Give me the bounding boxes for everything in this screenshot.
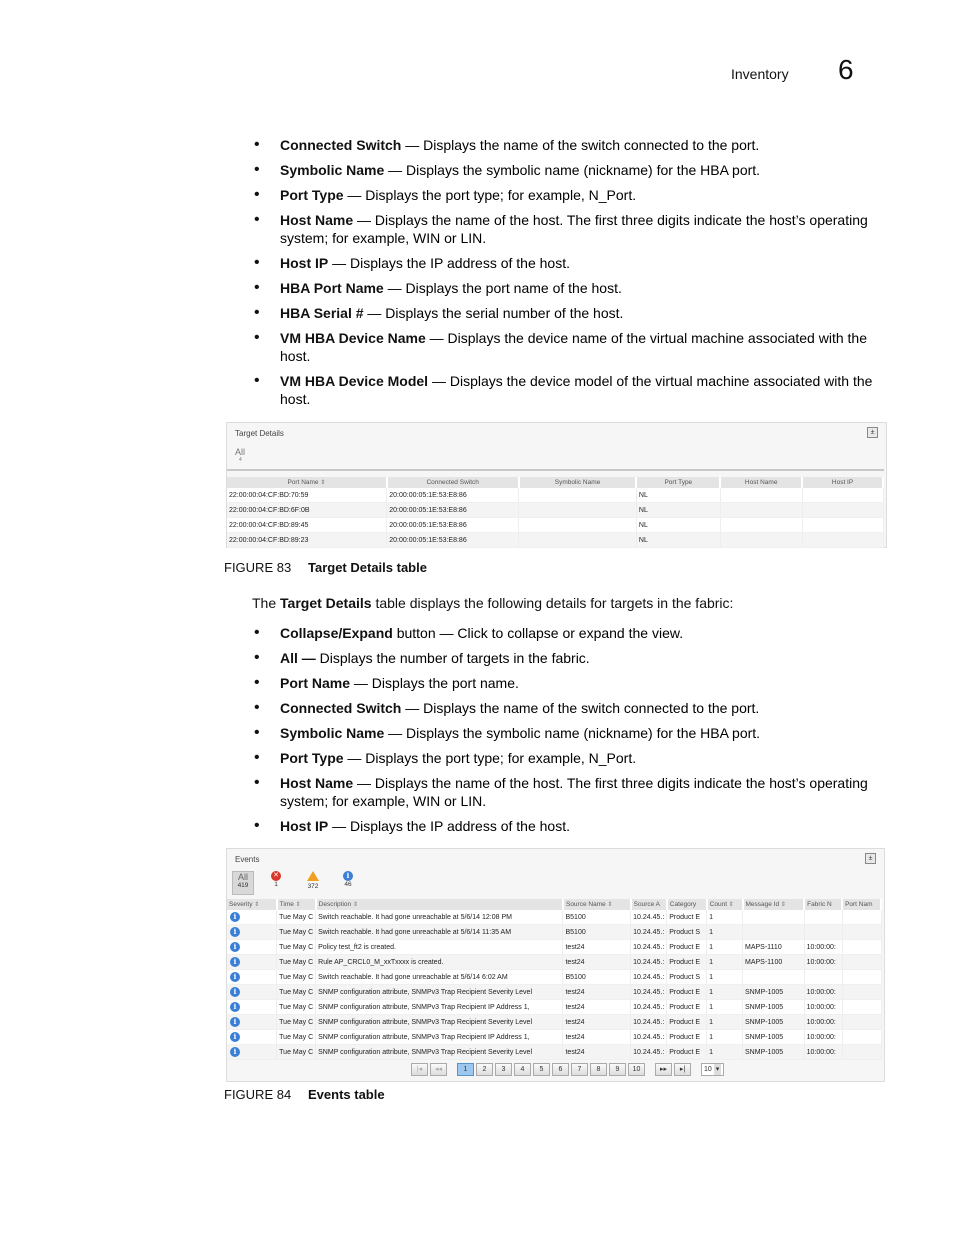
column-header[interactable] [842,899,881,910]
chapter-number: 6 [838,54,854,85]
table-cell [842,925,881,940]
figure-title: Events table [308,1087,385,1102]
page-button[interactable]: 1 [457,1063,474,1076]
column-header-label: Fabric N [807,901,832,908]
events-panel [226,848,885,1082]
table-cell: 10:00:00: [804,940,842,955]
table-cell: 10:00:00: [804,985,842,1000]
list-item-term: Connected Switch [280,137,402,153]
table-cell: Tue May C [277,985,316,1000]
table-cell [227,1045,277,1060]
table-cell: 1 [707,970,743,985]
table-cell: test24 [563,940,631,955]
table-cell: SNMP configuration attribute, SNMPv3 Trap Recipient Severity Level [316,985,563,1000]
table-cell [227,1015,277,1030]
column-header-label: Port Type [664,479,693,486]
table-cell: Product S [667,925,707,940]
list-item-term: VM HBA Device Name [280,330,426,346]
chevron-down-icon: ▾ [715,1066,720,1073]
table-cell: Switch reachable. It had gone unreachable at 5/6/14 12:08 PM [316,910,563,925]
column-header[interactable] [316,899,563,910]
column-header-label: Time [279,901,294,908]
info-icon: i [230,987,240,997]
table-cell: 10.24.45.: [631,970,667,985]
sort-icon[interactable]: ⇕ [318,480,326,486]
table-cell: SNMP-1005 [743,1000,805,1015]
table-cell: Product E [667,1015,707,1030]
column-header-label: Message Id [745,901,780,908]
table-cell: Policy test_ft2 is created. [316,940,563,955]
table-cell [804,910,842,925]
list-item-desc: — Displays the port type; for example, N_Port. [343,187,637,203]
table-cell: test24 [563,1015,631,1030]
table-cell [519,503,637,518]
column-header-label: Port Name [287,479,319,486]
table-cell [519,518,637,533]
list-item-term: Host IP [280,818,329,834]
list-item-desc: — Displays the name of the switch connected to the port. [401,137,760,153]
list-item-desc: Displays the number of targets in the fabric. [315,650,590,666]
figure-title: Target Details table [308,560,427,575]
sort-icon[interactable]: ⇕ [779,902,786,908]
column-header[interactable] [277,899,316,910]
table-cell: Tue May C [277,925,316,940]
page-button[interactable]: 3 [495,1063,512,1076]
table-cell: Tue May C [277,970,316,985]
table-cell: 10:00:00: [804,1045,842,1060]
table-cell [227,925,277,940]
page-button[interactable]: 6 [552,1063,569,1076]
table-cell: MAPS-1110 [743,940,805,955]
table-cell: 20:00:00:05:1E:53:E8:86 [387,518,519,533]
table-cell: NL [636,533,720,548]
table-cell: NL [636,503,720,518]
table-cell: SNMP-1005 [743,1045,805,1060]
table-cell [227,1030,277,1045]
info-icon: i [230,1002,240,1012]
column-header[interactable] [636,477,720,488]
column-header-label: Count [709,901,728,908]
list-item [254,724,894,742]
table-cell [802,518,883,533]
info-icon: i [230,927,240,937]
table-cell [802,503,883,518]
table-cell [227,910,277,925]
field-description-list-2 [254,624,894,842]
table-cell: SNMP configuration attribute, SNMPv3 Trap Recipient Severity Level [316,1045,563,1060]
list-item [254,674,894,692]
table-cell [227,940,277,955]
filter-warning[interactable] [305,871,321,890]
table-cell: Switch reachable. It had gone unreachable at 5/6/14 6:02 AM [316,970,563,985]
table-cell [842,1030,881,1045]
info-icon: i [230,912,240,922]
panel-title: Target Details [235,429,284,438]
table-cell: 10.24.45.: [631,910,667,925]
page-size-select[interactable] [701,1063,724,1076]
list-item-desc: — Displays the name of the host. The first three digits indicate the host’s operating system; for example, WIN or LIN. [280,775,868,809]
table-row[interactable] [227,1045,881,1060]
table-cell [842,910,881,925]
table-cell: Tue May C [277,1045,316,1060]
filter-error-count: 1 [274,881,278,888]
column-header[interactable] [720,477,802,488]
table-cell: 10:00:00: [804,1030,842,1045]
table-cell: 20:00:00:05:1E:53:E8:86 [387,488,519,503]
table-cell [227,985,277,1000]
list-item [254,254,894,272]
table-row[interactable] [227,503,883,518]
column-header-label: Severity [229,901,253,908]
list-item [254,161,894,179]
list-item [254,372,894,408]
table-row[interactable] [227,1015,881,1030]
list-item [254,624,894,642]
table-cell [720,503,802,518]
filter-info-count: 46 [344,881,352,888]
table-cell: Product S [667,970,707,985]
table-cell: SNMP-1005 [743,1015,805,1030]
table-row[interactable] [227,985,881,1000]
table-cell [227,955,277,970]
table-cell: B5100 [563,970,631,985]
column-header[interactable] [804,899,842,910]
table-cell: Product E [667,910,707,925]
table-cell: B5100 [563,925,631,940]
list-item [254,329,894,365]
table-cell [804,970,842,985]
next-page-button[interactable]: ▸▸ [655,1063,672,1076]
column-header[interactable] [387,477,519,488]
list-item [254,279,894,297]
table-cell [842,1015,881,1030]
list-item-desc: — Displays the name of the host. The first three digits indicate the host’s operating system; for example, WIN or LIN. [280,212,868,246]
column-header[interactable] [563,899,631,910]
all-filter[interactable] [235,447,245,463]
para-pre: The [252,595,281,611]
table-cell [842,1045,881,1060]
table-cell: Tue May C [277,1030,316,1045]
divider [227,469,884,471]
table-cell: test24 [563,1045,631,1060]
list-item [254,817,894,835]
table-cell: 20:00:00:05:1E:53:E8:86 [387,503,519,518]
table-cell: 10.24.45.: [631,955,667,970]
table-cell: 10.24.45.: [631,1045,667,1060]
prev-page-button[interactable]: ◂◂ [430,1063,447,1076]
table-cell: Product E [667,955,707,970]
info-icon: i [230,1032,240,1042]
table-cell: 10.24.45.: [631,1000,667,1015]
info-icon: i [230,972,240,982]
table-row[interactable] [227,955,881,970]
table-cell: NL [636,518,720,533]
running-header-section: Inventory [731,66,789,82]
all-label: All [235,447,246,457]
column-header[interactable] [743,899,805,910]
events-table [227,899,882,1060]
list-item-desc: — Displays the serial number of the host. [363,305,624,321]
list-item-term: Port Type [280,750,344,766]
table-cell: 1 [707,925,743,940]
warning-icon [307,871,319,881]
list-item [254,211,894,247]
table-cell: SNMP-1005 [743,985,805,1000]
table-cell: 20:00:00:05:1E:53:E8:86 [387,533,519,548]
pagination [411,1063,724,1076]
figure-label: FIGURE 83 [224,560,292,575]
figure-84-caption [224,1087,385,1102]
list-item-desc: — Displays the symbolic name (nickname) for the HBA port. [384,162,761,178]
table-row[interactable] [227,1030,881,1045]
table-row[interactable] [227,940,881,955]
table-cell: 10:00:00: [804,1000,842,1015]
table-cell [743,910,805,925]
target-details-table [227,477,884,548]
filter-all-label: All [237,872,248,882]
table-row[interactable] [227,533,883,548]
table-cell: Tue May C [277,940,316,955]
table-cell [842,985,881,1000]
table-cell: NL [636,488,720,503]
filter-all[interactable] [232,871,254,895]
table-cell: Tue May C [277,955,316,970]
list-item-desc: button — Click to collapse or expand the view. [392,625,684,641]
column-header-label: Host IP [831,479,854,486]
list-item [254,774,894,810]
list-item-desc: — Displays the port type; for example, N_Port. [343,750,637,766]
table-cell: Product E [667,1045,707,1060]
table-cell: 10.24.45.: [631,1015,667,1030]
column-header-label: Symbolic Name [554,479,601,486]
page-button[interactable]: 10 [628,1063,645,1076]
table-cell [842,940,881,955]
list-item-term: All — [280,650,316,666]
table-cell: 22:00:00:04:CF:BD:6F:0B [227,503,387,518]
table-cell: Product E [667,985,707,1000]
sort-icon[interactable]: ⇕ [727,902,734,908]
list-item-desc: — Displays the port name of the host. [383,280,622,296]
page-button[interactable]: 9 [609,1063,626,1076]
table-cell [519,533,637,548]
list-item-term: VM HBA Device Model [280,373,429,389]
list-item [254,699,894,717]
table-cell: Product E [667,1000,707,1015]
list-item-desc: — Displays the port name. [350,675,519,691]
column-header[interactable] [631,899,667,910]
list-item [254,749,894,767]
info-icon: i [230,942,240,952]
figure-83-caption [224,560,427,575]
table-cell: 10.24.45.: [631,940,667,955]
column-header[interactable] [667,899,707,910]
collapse-expand-button[interactable]: ± [867,427,878,438]
table-cell: 1 [707,985,743,1000]
filter-warning-count: 372 [307,883,319,890]
table-row[interactable] [227,1000,881,1015]
table-cell: 1 [707,955,743,970]
filter-all-count: 419 [237,882,249,889]
intro-paragraph [252,595,733,611]
list-item [254,186,894,204]
table-cell [720,488,802,503]
column-header-label: Source Name [565,901,606,908]
last-page-button[interactable]: ▸| [674,1063,691,1076]
table-cell [802,533,883,548]
filter-error[interactable] [269,871,283,888]
list-item-term: Symbolic Name [280,725,385,741]
filter-info[interactable] [341,871,355,888]
table-cell: Switch reachable. It had gone unreachable at 5/6/14 11:35 AM [316,925,563,940]
table-cell: 22:00:00:04:CF:BD:70:59 [227,488,387,503]
table-cell: 10:00:00: [804,1015,842,1030]
table-cell [519,488,637,503]
table-cell: SNMP configuration attribute, SNMPv3 Trap Recipient Severity Level [316,1015,563,1030]
column-header-label: Port Nam [845,901,873,908]
list-item-term: Port Name [280,675,351,691]
table-row[interactable] [227,970,881,985]
table-cell: 1 [707,1030,743,1045]
column-header[interactable] [519,477,637,488]
table-cell: SNMP configuration attribute, SNMPv3 Trap Recipient IP Address 1, [316,1030,563,1045]
table-cell: Rule AP_CRCL0_M_xxTxxxx is created. [316,955,563,970]
figure-label: FIGURE 84 [224,1087,292,1102]
list-item [254,649,894,667]
table-cell: 10.24.45.: [631,1030,667,1045]
table-cell [842,1000,881,1015]
sort-icon[interactable]: ⇕ [605,902,613,908]
column-header[interactable] [227,899,277,910]
info-icon: i [230,1017,240,1027]
list-item-desc: — Displays the IP address of the host. [328,255,570,271]
table-cell: Tue May C [277,910,316,925]
column-header-label: Host Name [744,479,778,486]
table-cell: test24 [563,955,631,970]
list-item-desc: — Displays the device model of the virtual machine associated with the host. [280,373,873,407]
column-header[interactable] [707,899,743,910]
column-header-label: Description [318,901,352,908]
table-cell [743,925,805,940]
sort-icon[interactable]: ⇕ [252,902,260,908]
page-button[interactable]: 5 [533,1063,550,1076]
para-post: table displays the following details for targets in the fabric: [371,595,734,611]
table-cell [743,970,805,985]
table-cell: MAPS-1100 [743,955,805,970]
table-cell: 22:00:00:04:CF:BD:89:45 [227,518,387,533]
field-description-list-1 [254,136,894,415]
first-page-button[interactable]: |◂ [411,1063,428,1076]
table-row[interactable] [227,518,883,533]
all-count: 4 [239,457,242,463]
column-header-label: Connected Switch [426,479,479,486]
list-item-term: Host Name [280,212,354,228]
sort-icon[interactable]: ⇕ [293,902,301,908]
table-cell: B5100 [563,910,631,925]
table-cell: 10.24.45.: [631,985,667,1000]
collapse-expand-button[interactable]: ± [865,853,876,864]
info-icon: i [230,1047,240,1057]
list-item-desc: — Displays the IP address of the host. [328,818,570,834]
table-row[interactable] [227,910,881,925]
table-cell: 22:00:00:04:CF:BD:89:23 [227,533,387,548]
page-button[interactable]: 2 [476,1063,493,1076]
table-cell [720,518,802,533]
para-term: Target Details [280,595,372,611]
page-size-value: 10 [704,1066,712,1073]
table-cell: 10:00:00: [804,955,842,970]
table-cell: Tue May C [277,1000,316,1015]
panel-title: Events [235,855,260,864]
column-header[interactable] [227,477,387,488]
table-cell [842,955,881,970]
list-item [254,136,894,154]
table-row[interactable] [227,488,883,503]
table-cell: 1 [707,1000,743,1015]
table-cell: 10.24.45.: [631,925,667,940]
table-cell [804,925,842,940]
table-cell: test24 [563,1000,631,1015]
table-cell [227,970,277,985]
table-cell: test24 [563,1030,631,1045]
info-icon: i [230,957,240,967]
error-icon: ✕ [271,871,281,881]
table-cell: Product E [667,1030,707,1045]
list-item-desc: — Displays the symbolic name (nickname) for the HBA port. [384,725,761,741]
table-cell: Tue May C [277,1015,316,1030]
target-details-panel [226,422,887,548]
table-cell: test24 [563,985,631,1000]
list-item-desc: — Displays the name of the switch connected to the port. [401,700,760,716]
page-button[interactable]: 4 [514,1063,531,1076]
list-item-term: Symbolic Name [280,162,385,178]
page-button[interactable]: 7 [571,1063,588,1076]
table-cell: 1 [707,940,743,955]
table-cell: 1 [707,1015,743,1030]
table-cell: 1 [707,910,743,925]
table-cell: SNMP-1005 [743,1030,805,1045]
list-item-term: Connected Switch [280,700,402,716]
table-cell [720,533,802,548]
table-cell: SNMP configuration attribute, SNMPv3 Trap Recipient IP Address 1, [316,1000,563,1015]
table-cell: Product E [667,940,707,955]
table-cell [227,1000,277,1015]
list-item-term: Port Type [280,187,344,203]
info-icon: i [343,871,353,881]
table-cell [842,970,881,985]
list-item-term: HBA Port Name [280,280,384,296]
column-header-label: Category [669,901,697,908]
list-item-term: Collapse/Expand [280,625,393,641]
page-button[interactable]: 8 [590,1063,607,1076]
list-item [254,304,894,322]
table-cell [802,488,883,503]
list-item-term: HBA Serial # [280,305,364,321]
table-cell: 1 [707,1045,743,1060]
sort-icon[interactable]: ⇕ [351,902,358,908]
table-row[interactable] [227,925,881,940]
column-header[interactable] [802,477,883,488]
list-item-desc: — Displays the device name of the virtual machine associated with the host. [280,330,867,364]
column-header-label: Source A [633,901,661,908]
list-item-term: Host Name [280,775,354,791]
list-item-term: Host IP [280,255,329,271]
